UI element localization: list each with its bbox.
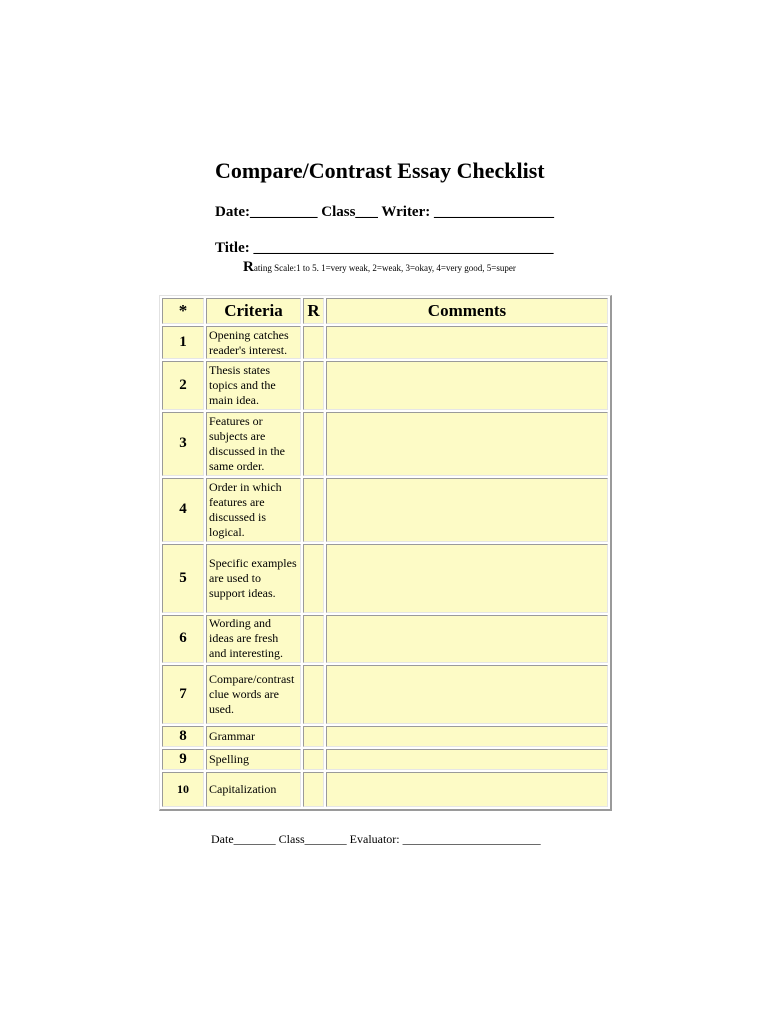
- comments-column-header: Comments: [326, 298, 608, 324]
- comments-cell[interactable]: [326, 361, 608, 410]
- rating-cell[interactable]: [303, 665, 324, 724]
- rating-cell[interactable]: [303, 361, 324, 410]
- table-row: [162, 412, 608, 476]
- criteria-cell: Features or subjects are discussed in the same order.: [206, 412, 301, 476]
- document-title: Compare/Contrast Essay Checklist: [215, 158, 545, 183]
- criteria-cell: Thesis states topics and the main idea.: [206, 361, 301, 410]
- rating-cell[interactable]: [303, 326, 324, 359]
- row-number: 10: [162, 772, 204, 807]
- criteria-cell: Wording and ideas are fresh and interesting.: [206, 615, 301, 664]
- rating-cell[interactable]: [303, 412, 324, 476]
- row-number: 9: [162, 749, 204, 770]
- table-row: [162, 749, 608, 770]
- row-number: 2: [162, 361, 204, 410]
- criteria-cell: Compare/contrast clue words are used.: [206, 665, 301, 724]
- rating-cell[interactable]: [303, 772, 324, 807]
- criteria-cell: Grammar: [206, 726, 301, 747]
- comments-cell[interactable]: [326, 412, 608, 476]
- row-number: 4: [162, 478, 204, 542]
- table-row: [162, 665, 608, 724]
- rating-cell[interactable]: [303, 749, 324, 770]
- row-number: 3: [162, 412, 204, 476]
- comments-cell[interactable]: [326, 544, 608, 613]
- criteria-column-header: Criteria: [206, 298, 301, 324]
- rating-column-header: R: [303, 298, 324, 324]
- criteria-cell: Opening catches reader's interest.: [206, 326, 301, 359]
- number-column-header: *: [162, 298, 204, 324]
- criteria-cell: Specific examples are used to support ideas.: [206, 544, 301, 613]
- table-row: [162, 478, 608, 542]
- table-row: [162, 615, 608, 664]
- table-row: [162, 326, 608, 359]
- row-number: 6: [162, 615, 204, 664]
- rating-cell[interactable]: [303, 544, 324, 613]
- comments-cell[interactable]: [326, 772, 608, 807]
- row-number: 7: [162, 665, 204, 724]
- row-number: 8: [162, 726, 204, 747]
- table-row: [162, 361, 608, 410]
- rating-scale-text: ating Scale:1 to 5. 1=very weak, 2=weak, 3=okay, 4=very good, 5=super: [253, 263, 516, 273]
- comments-cell[interactable]: [326, 665, 608, 724]
- rating-cell[interactable]: [303, 726, 324, 747]
- checklist-table-frame: [159, 295, 612, 811]
- table-header-row: [162, 298, 608, 324]
- table-row: [162, 772, 608, 807]
- row-number: 1: [162, 326, 204, 359]
- rating-scale: [243, 259, 516, 276]
- checklist-table: [160, 296, 610, 809]
- rating-scale-initial: R: [243, 259, 254, 275]
- comments-cell[interactable]: [326, 478, 608, 542]
- table-row: [162, 544, 608, 613]
- evaluator-line: Date_______ Class_______ Evaluator: _______________________: [211, 832, 541, 846]
- essay-title-line: Title: ________________________________________: [215, 240, 554, 256]
- criteria-cell: Spelling: [206, 749, 301, 770]
- rating-cell[interactable]: [303, 478, 324, 542]
- comments-cell[interactable]: [326, 326, 608, 359]
- comments-cell[interactable]: [326, 615, 608, 664]
- comments-cell[interactable]: [326, 726, 608, 747]
- comments-cell[interactable]: [326, 749, 608, 770]
- criteria-cell: Capitalization: [206, 772, 301, 807]
- criteria-cell: Order in which features are discussed is logical.: [206, 478, 301, 542]
- date-class-writer-line: Date:_________ Class___ Writer: ________________: [215, 204, 554, 220]
- row-number: 5: [162, 544, 204, 613]
- rating-cell[interactable]: [303, 615, 324, 664]
- table-row: [162, 726, 608, 747]
